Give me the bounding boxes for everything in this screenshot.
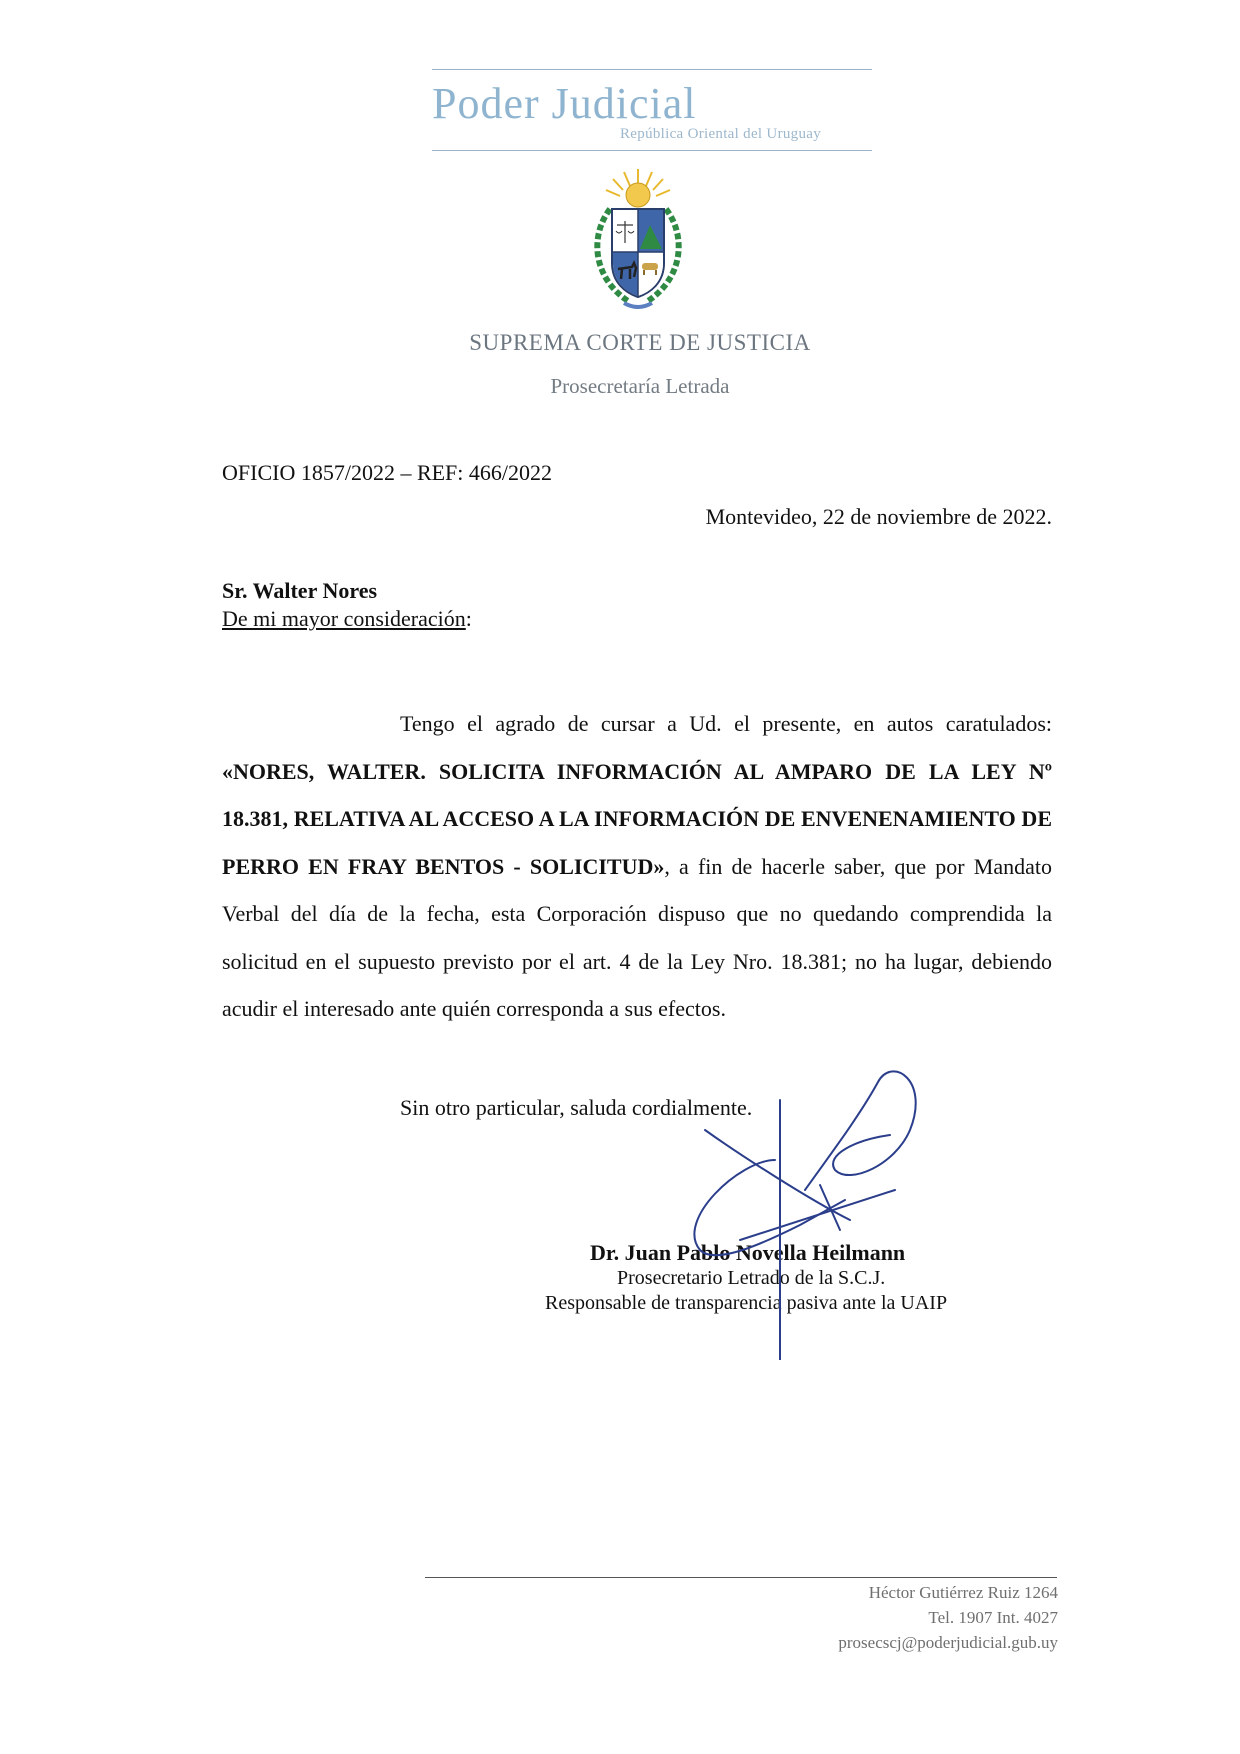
signatory-name: Dr. Juan Pablo Novella Heilmann: [590, 1240, 906, 1265]
letter-body: [222, 700, 1052, 1033]
document-date: Montevideo, 22 de noviembre de 2022.: [705, 504, 1052, 529]
signatory-role-secondary: Responsable de transparencia pasiva ante la UAIP: [545, 1292, 948, 1314]
footer-email: prosecscj@poderjudicial.gub.uy: [838, 1633, 1058, 1652]
salutation-text: De mi mayor consideración: [222, 606, 466, 631]
salutation: De mi mayor consideración:: [222, 606, 472, 631]
letterhead-title: Poder Judicial: [432, 79, 697, 128]
letterhead-subtitle: República Oriental del Uruguay: [620, 126, 822, 142]
document-reference: OFICIO 1857/2022 – REF: 466/2022: [222, 460, 553, 485]
case-caption: «NORES, WALTER. SOLICITA INFORMACIÓN AL AMPARO DE LA LEY Nº 18.381, RELATIVA AL ACCESO A LA INFORMACIÓN DE ENVENENAMIENTO DE PERRO EN FRAY BENTOS - SOLICITUD»: [222, 758, 1052, 879]
letterhead-top-rule: [432, 69, 872, 70]
department-name: Prosecretaría Letrada: [550, 374, 730, 398]
letterhead-bottom-rule: [432, 150, 872, 151]
handwritten-signature-icon: [680, 1060, 980, 1360]
body-intro: Tengo el agrado de cursar a Ud. el presente, en autos caratulados:: [400, 711, 1052, 736]
footer-phone: Tel. 1907 Int. 4027: [928, 1608, 1058, 1627]
coat-of-arms-icon: [580, 165, 696, 313]
footer-rule: [425, 1577, 1057, 1578]
court-name: SUPREMA CORTE DE JUSTICIA: [469, 330, 811, 355]
recipient-name: Sr. Walter Nores: [222, 578, 378, 603]
body-continuation: , a fin de hacerle saber, que por Mandato Verbal del día de la fecha, esta Corporación dispuso que no quedando comprendida la solicitud en el supuesto previsto por el art. 4 de la Ley Nro. 18.381; no ha lugar, debiendo acudir el interesado ante quién corresponda a sus efectos.: [222, 853, 1052, 1021]
closing-line: Sin otro particular, saluda cordialmente.: [400, 1095, 753, 1120]
footer-address: Héctor Gutiérrez Ruiz 1264: [868, 1583, 1058, 1602]
signatory-role: Prosecretario Letrado de la S.C.J.: [617, 1267, 886, 1289]
